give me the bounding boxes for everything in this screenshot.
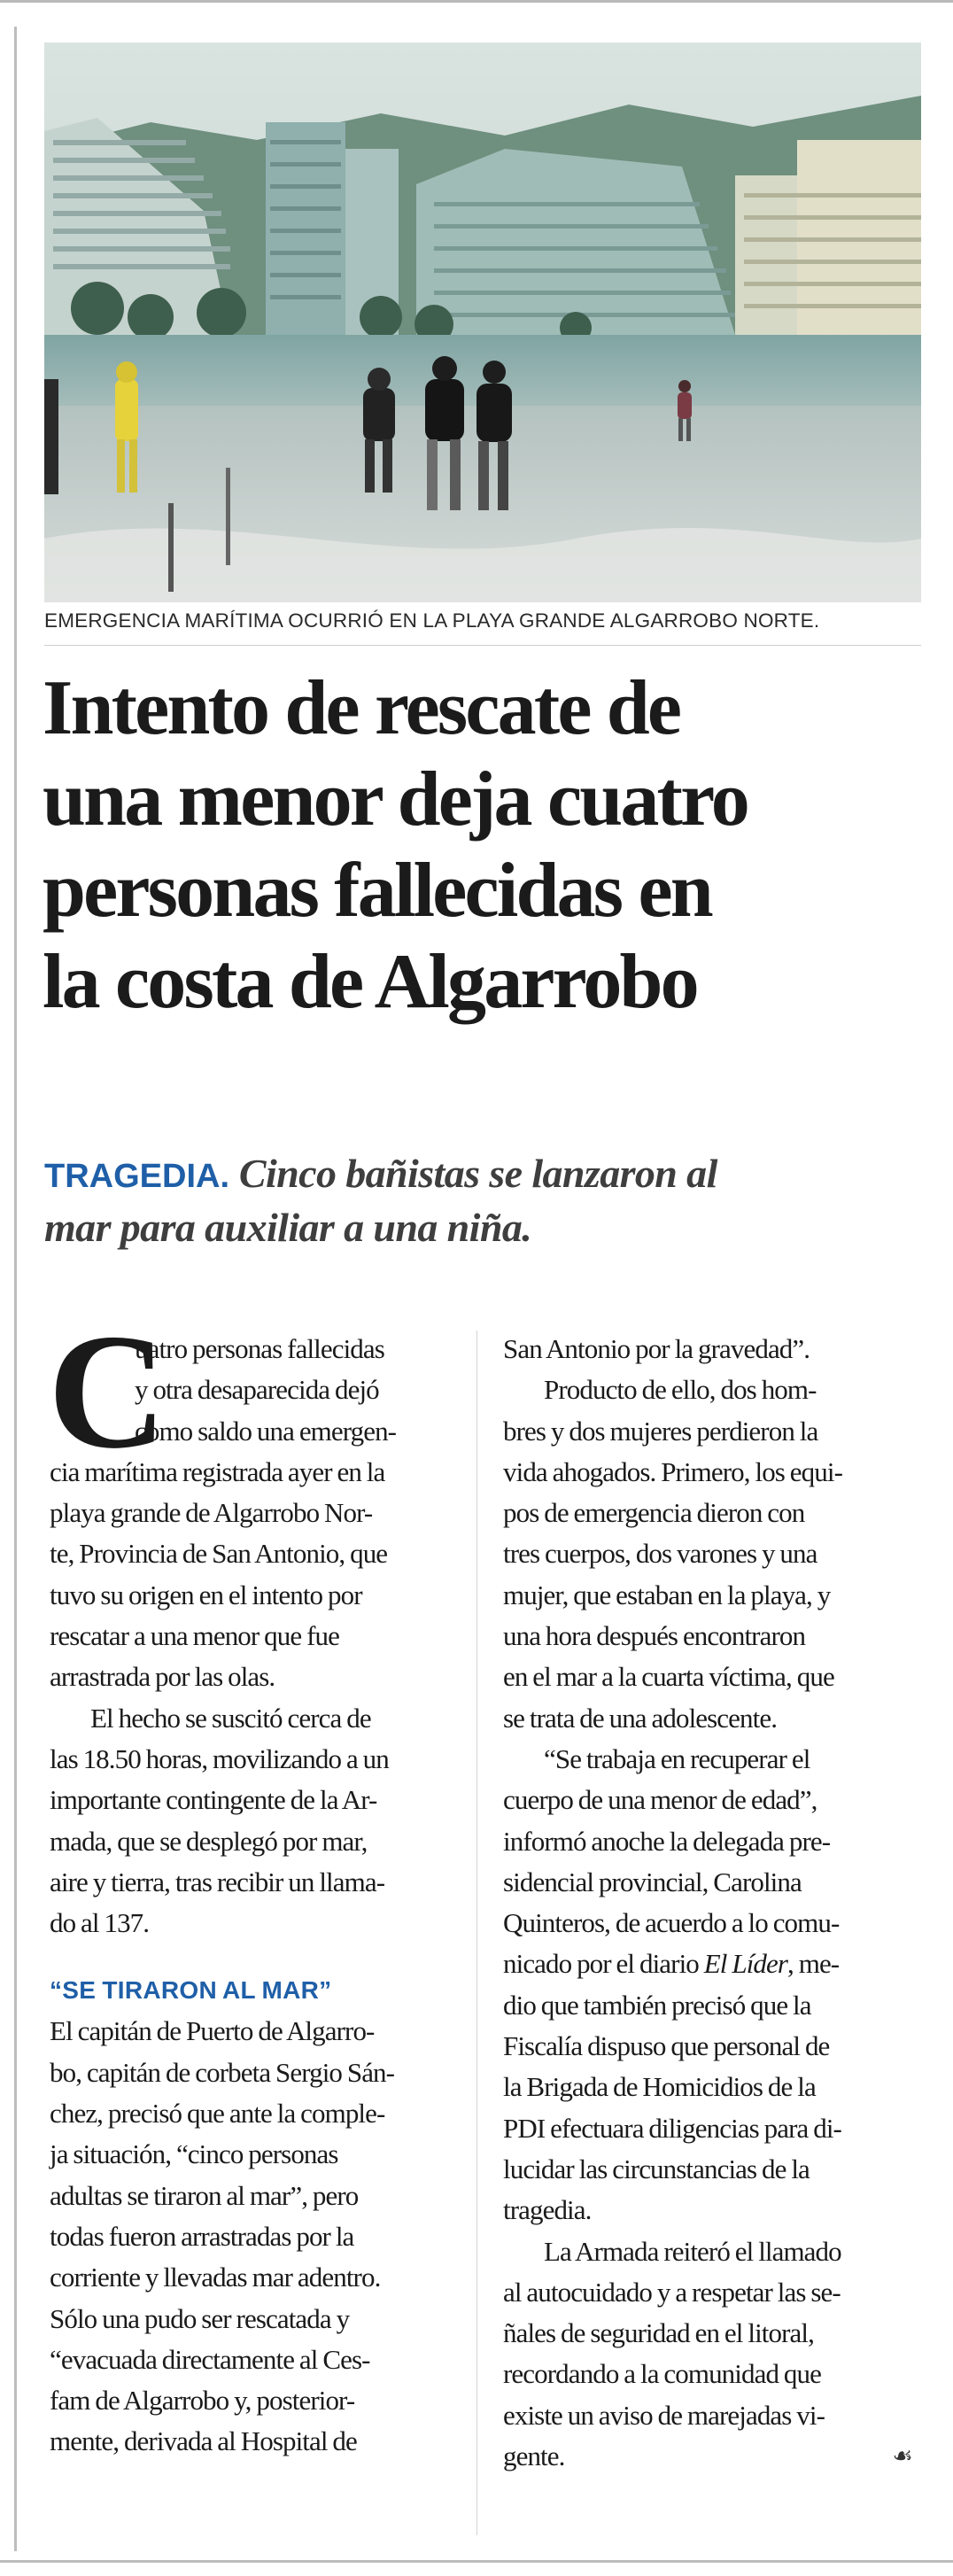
body-line: lucidar las circunstancias de la (503, 2153, 810, 2184)
body-line: El capitán de Puerto de Algarro- (50, 2015, 375, 2047)
body-line: adultas se tiraron al mar”, pero (50, 2179, 359, 2211)
body-line: La Armada reiteró el llamado (544, 2235, 841, 2267)
body-line (503, 1944, 919, 1984)
body-line: las 18.50 horas, movilizando a un (50, 1742, 389, 1774)
body-line: Quinteros, de acuerdo a lo comu- (503, 1907, 840, 1939)
body-line: aire y tierra, tras recibir un llama- (50, 1866, 385, 1897)
body-line: pos de emergencia dieron con (503, 1497, 805, 1529)
body-line: importante contingente de la Ar- (50, 1784, 377, 1816)
beach-photo-icon (44, 43, 921, 602)
body-line: uatro personas fallecidas (135, 1333, 384, 1364)
body-line: todas fueron arrastradas por la (50, 2220, 354, 2252)
body-line: y otra desaparecida dejó (135, 1374, 379, 1406)
body-line: se trata de una adolescente. (503, 1702, 778, 1734)
body-line: corriente y llevadas mar adentro. (50, 2262, 381, 2293)
body-line: mente, derivada al Hospital de (50, 2425, 357, 2457)
headline (43, 663, 937, 1028)
end-mark-icon: ☙ (892, 2443, 912, 2471)
body-line: la Brigada de Homicidios de la (503, 2071, 816, 2103)
newspaper-name: El Líder (703, 1948, 788, 1980)
body-line: PDI efectuara diligencias para di- (503, 2112, 841, 2144)
body-line: rescatar a una menor que fue (50, 1620, 339, 1652)
headline-line: personas fallecidas en (43, 848, 711, 934)
body-line: Sólo una pudo ser rescatada y (50, 2302, 350, 2334)
paragraph (503, 1369, 919, 1739)
body-line: bo, capitán de corbeta Sergio Sán- (50, 2056, 395, 2088)
body-line: informó anoche la delegada pre- (503, 1825, 831, 1857)
body-line: tres cuerpos, dos varones y una (503, 1538, 817, 1570)
body-line: tragedia. (503, 2194, 592, 2226)
body-line: una hora después encontraron (503, 1620, 806, 1652)
headline-line: una menor deja cuatro (43, 757, 748, 842)
first-paragraph (48, 1300, 457, 1698)
body-line: playa grande de Algarrobo Nor- (50, 1497, 373, 1529)
caption-divider (44, 645, 921, 646)
body-text: , me- (787, 1948, 840, 1980)
body-line: como saldo una emergen- (135, 1415, 397, 1447)
section-heading: “SE TIRARON AL MAR” (50, 1976, 332, 2005)
page-left-rule (14, 27, 17, 2551)
body-column-right (503, 1329, 919, 2477)
column-divider (476, 1331, 477, 2535)
body-line: bres y dos mujeres perdieron la (503, 1415, 818, 1447)
body-line: San Antonio por la gravedad”. (503, 1333, 810, 1364)
headline-line: la costa de Algarrobo (43, 939, 697, 1025)
body-line: Producto de ello, dos hom- (544, 1374, 817, 1406)
body-text: gente. (503, 2440, 565, 2472)
page-bottom-rule (0, 2560, 953, 2563)
body-line: cuerpo de una menor de edad”, (503, 1784, 817, 1816)
subhead-text-1: Cinco bañistas se lanzaron al (229, 1151, 717, 1196)
body-line: existe un aviso de marejadas vi- (503, 2399, 825, 2431)
body-line: al autocuidado y a respetar las se- (503, 2276, 841, 2308)
body-line: chez, precisó que ante la comple- (50, 2098, 385, 2130)
body-line: fam de Algarrobo y, posterior- (50, 2385, 355, 2417)
body-line: do al 137. (50, 1907, 150, 1939)
paragraph (503, 2231, 919, 2478)
body-line: mada, que se desplegó por mar, (50, 1825, 368, 1857)
body-column-left (48, 1300, 457, 2463)
subhead-line-2: mar para auxiliar a una niña. (44, 1205, 532, 1250)
body-line: El hecho se suscitó cerca de (90, 1702, 371, 1734)
body-line: sidencial provincial, Carolina (503, 1866, 802, 1897)
kicker-label: TRAGEDIA. (44, 1158, 229, 1195)
body-line: arrastrada por las olas. (50, 1661, 275, 1693)
body-line: “evacuada directamente al Ces- (50, 2343, 370, 2375)
body-line: Fiscalía dispuso que personal de (503, 2030, 830, 2062)
body-line: cia marítima registrada ayer en la (50, 1455, 385, 1487)
photo-caption: EMERGENCIA MARÍTIMA OCURRIÓ EN LA PLAYA GRANDE ALGARROBO NORTE. (44, 609, 820, 632)
subheadline (44, 1148, 930, 1253)
paragraph (503, 1739, 919, 2231)
body-line: ja situación, “cinco personas (50, 2138, 338, 2170)
body-line (503, 2436, 919, 2477)
body-line: tuvo su origen en el intento por (50, 1579, 362, 1610)
body-line: recordando a la comunidad que (503, 2358, 821, 2390)
body-line: mujer, que estaban en la playa, y (503, 1579, 831, 1610)
body-line: ñales de seguridad en el litoral, (503, 2317, 814, 2349)
body-line: dio que también precisó que la (503, 1989, 811, 2021)
dropcap: C (48, 1300, 167, 1483)
article-photo (44, 43, 921, 602)
subhead-line-1 (44, 1148, 930, 1202)
body-text: nicado por el diario (503, 1948, 704, 1980)
page-top-rule (0, 0, 953, 3)
body-line: en el mar a la cuarta víctima, que (503, 1661, 834, 1693)
spacer (50, 1944, 457, 1970)
headline-line: Intento de rescate de (43, 665, 680, 751)
paragraph (50, 2011, 457, 2462)
paragraph (50, 1698, 457, 1944)
body-line: te, Provincia de San Antonio, que (50, 1538, 388, 1570)
body-line: “Se trabaja en recuperar el (544, 1742, 810, 1774)
body-line: vida ahogados. Primero, los equi- (503, 1455, 842, 1487)
